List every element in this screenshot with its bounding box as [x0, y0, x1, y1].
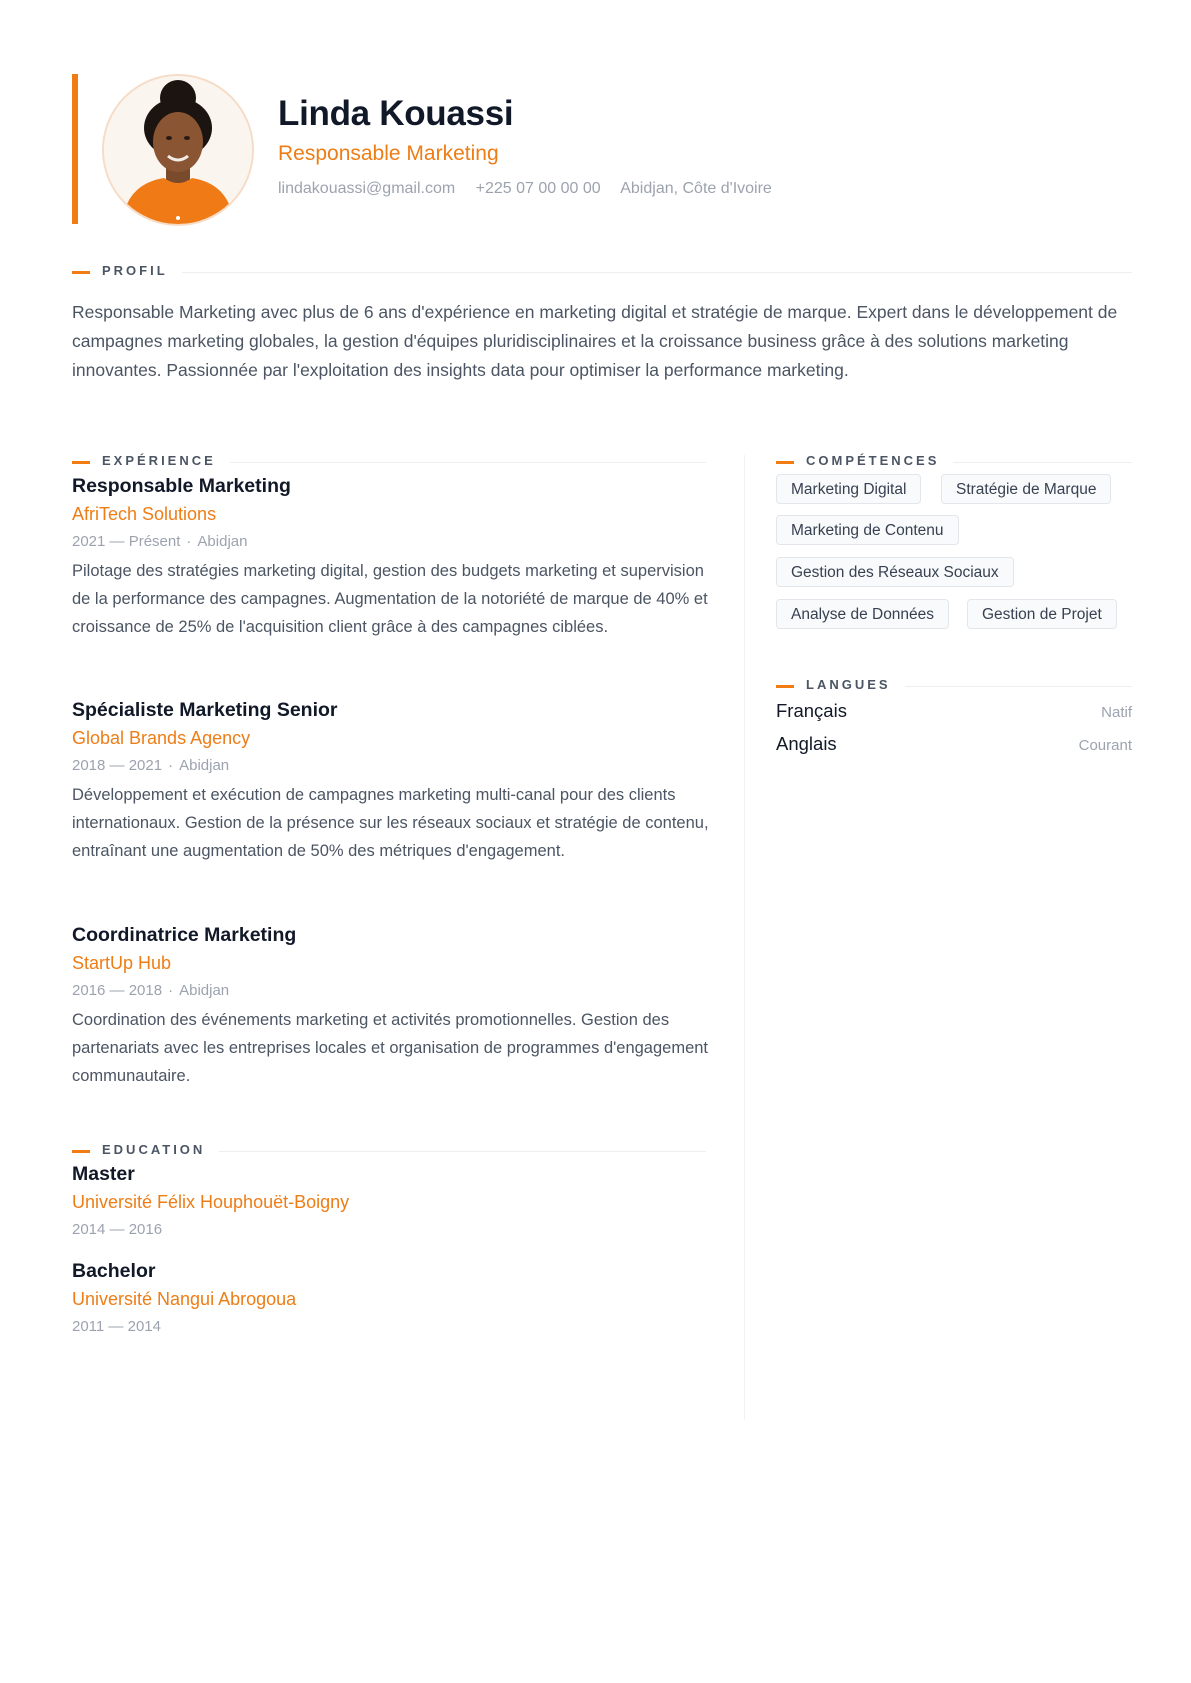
education-dates: 2014 — 2016 [72, 1221, 163, 1238]
skill-chip: Gestion des Réseaux Sociaux [776, 557, 1014, 587]
section-education-heading: EDUCATION [72, 1142, 706, 1160]
language-name: Français [776, 700, 847, 721]
job-dates: 2016 — 2018 · Abidjan [72, 982, 230, 999]
location: Abidjan, Côte d'Ivoire [620, 180, 772, 197]
language-row [776, 700, 1132, 726]
section-profile-heading: PROFIL [72, 263, 1132, 281]
candidate-name: Linda Kouassi [278, 94, 514, 133]
job-dates: 2018 — 2021 · Abidjan [72, 757, 230, 774]
degree: Master [72, 1163, 135, 1185]
email-address[interactable]: lindakouassi@gmail.com [278, 180, 456, 197]
company-name: StartUp Hub [72, 953, 172, 973]
section-skills-heading: COMPÉTENCES [776, 453, 1132, 471]
candidate-role: Responsable Marketing [278, 142, 499, 165]
job-description: Pilotage des stratégies marketing digital, gestion des budgets marketing et supervision de la performance des campagnes. Augmentation de la notoriété de marque de 40% et croissance de 25% de l'acquisition client grâce à des campagnes ciblées. [72, 562, 708, 636]
experience-item [72, 697, 712, 865]
skill-chip: Stratégie de Marque [941, 474, 1111, 504]
education-item [72, 1258, 712, 1338]
education-item [72, 1161, 712, 1241]
avatar [102, 74, 254, 226]
experience-item [72, 473, 712, 641]
heading-accent [776, 461, 794, 464]
profile-summary: Responsable Marketing avec plus de 6 ans d'expérience en marketing digital et stratégie de marque. Expert dans le développement de campagnes marketing globales, la gestion d'équipes pluridisciplinaires et la croissance business grâce à des solutions marketing innovantes. Passionnée par l'exploitation des insights data pour optimiser la performance marketing. [72, 302, 1118, 380]
company-name: Global Brands Agency [72, 728, 251, 748]
skill-chip: Marketing de Contenu [776, 515, 959, 545]
language-row [776, 733, 1132, 759]
heading-accent [72, 1150, 90, 1153]
school-name: Université Nangui Abrogoua [72, 1289, 297, 1309]
language-level: Courant [1078, 737, 1132, 754]
resume-header [72, 74, 1132, 224]
job-title: Coordinatrice Marketing [72, 924, 297, 946]
skill-chip: Analyse de Données [776, 599, 949, 629]
heading-accent [72, 461, 90, 464]
contact-line [278, 180, 788, 198]
degree: Bachelor [72, 1260, 156, 1282]
language-name: Anglais [776, 733, 837, 754]
language-level: Natif [1101, 704, 1132, 721]
skill-chip: Marketing Digital [776, 474, 921, 504]
phone-number[interactable]: +225 07 00 00 00 [475, 180, 601, 197]
job-description: Développement et exécution de campagnes marketing multi-canal pour des clients internationaux. Gestion de la présence sur les réseaux sociaux et stratégie de contenu, entraînant une augmentation de 50% des métriques d'engagement. [72, 786, 709, 860]
column-divider [744, 455, 745, 1420]
job-dates: 2021 — Présent · Abidjan [72, 533, 248, 550]
section-experience-heading: EXPÉRIENCE [72, 453, 706, 471]
heading-accent [776, 685, 794, 688]
school-name: Université Félix Houphouët-Boigny [72, 1192, 350, 1212]
skill-chip: Gestion de Projet [967, 599, 1117, 629]
education-dates: 2011 — 2014 [72, 1318, 161, 1335]
accent-bar [72, 74, 78, 224]
company-name: AfriTech Solutions [72, 504, 217, 524]
job-title: Responsable Marketing [72, 475, 291, 497]
heading-accent [72, 271, 90, 274]
section-languages-heading: LANGUES [776, 677, 1132, 695]
job-description: Coordination des événements marketing et activités promotionnelles. Gestion des partenariats avec les entreprises locales et organisation de programmes d'engagement communautaire. [72, 1011, 709, 1085]
experience-item [72, 922, 712, 1090]
job-title: Spécialiste Marketing Senior [72, 699, 338, 721]
profile-photo [104, 76, 252, 224]
